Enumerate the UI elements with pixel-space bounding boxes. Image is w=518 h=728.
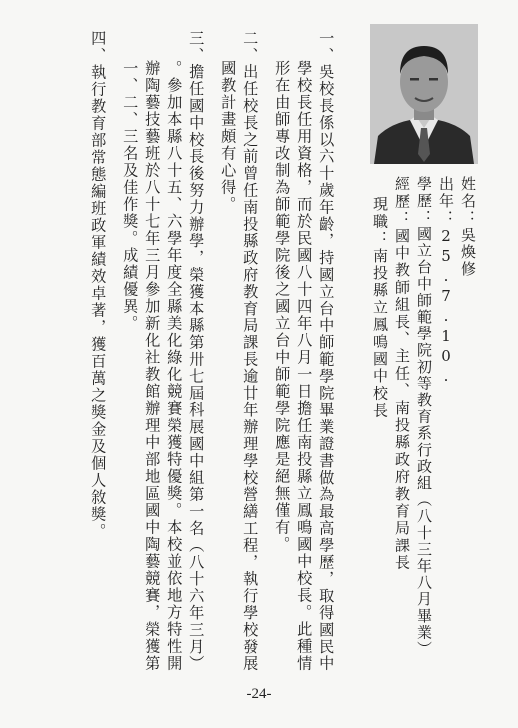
profile-name: 姓名：吳煥修 [459,176,477,278]
para-3-line-3: 辦陶藝技藝班於八十七年三月參加新化社教館辦理中部地區國中陶藝競賽，榮獲第 [143,60,162,672]
profile-birth: 出年：25.7.10. [437,176,455,387]
para-2-line-2: 國教計畫頗有心得。 [219,60,238,213]
para-3-line-2: 。參加本縣八十五、六學年度全縣美化綠化競賽榮獲特優獎。本校並依地方特性開 [165,60,184,672]
para-2-line-1: 二、出任校長之前曾任南投縣政府教育局課長逾廿年辦理學校營繕工程，執行學校發展 [241,30,260,673]
para-1-line-1: 一、吳校長係以六十歲年齡，持國立台中師範學院畢業證書做為最高學歷，取得國民中 [317,30,336,673]
profile-education: 學歷：國立台中師範學院初等教育系行政組（八十三年八月畢業） [415,176,433,658]
portrait-photo [370,24,478,164]
para-1-line-3: 形在由師專改制為師範學院後之國立台中師範學院應是絕無僅有。 [273,60,292,553]
profile-experience: 經歷：國中教師組長、主任、南投縣政府教育局課長 [393,176,411,572]
para-4-line-1: 四、執行教育部常態編班政軍績效卓著，獲百萬之獎金及個人敘獎。 [89,30,108,540]
para-1-line-2: 學校長任用資格，而於民國八十四年八月一日擔任南投縣立鳳鳴國中校長。此種情 [295,60,314,672]
para-3-line-1: 三、擔任國中校長後努力辦學，榮獲本縣第卅七屆科展國中組第一名（八十六年三月） [187,30,206,673]
profile-current: 現職：南投縣立鳳鳴國中校長 [371,196,389,420]
portrait-photo-image [370,24,478,164]
page-number: -24- [246,686,272,702]
para-3-line-4: 一、二、三名及佳作獎。成績優異。 [121,60,140,332]
